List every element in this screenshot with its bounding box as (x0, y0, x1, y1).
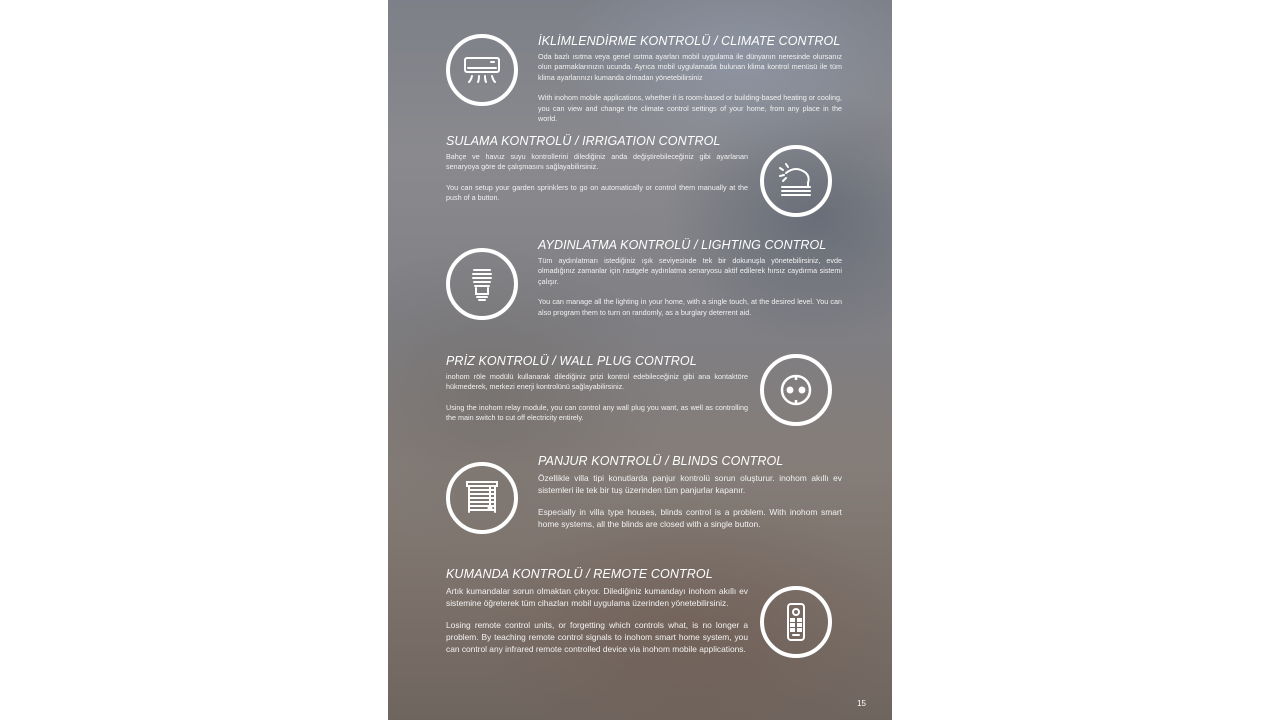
text-turkish: inohom röle modülü kullanarak dilediğiniz prizi kontrol edebileceğiniz gibi ana kontaktöre hükmederek, merkezi enerji kontrolünü sağlayabilirsiniz. (446, 372, 748, 392)
section-irrigation (446, 134, 748, 214)
text-turkish: Oda bazlı ısıtma veya genel ısıtma ayarları mobil uygulama ile dünyanın neresinde olursanız olun parmaklarınızın ucunda. Ayrıca mobil uygulamada bulunan klima kontrol menüsü ile tüm klima ayarlarınızı kumanda olmadan yönetebilirsiniz (538, 52, 842, 82)
text-english: You can manage all the lighting in your home, with a single touch, at the desired level. You can also program them to turn on randomly, as a burglary deterrent aid. (538, 297, 842, 317)
section-title: AYDINLATMA KONTROLÜ / LIGHTING CONTROL (538, 238, 827, 252)
text-turkish: Özellikle villa tipi konutlarda panjur kontrolü sorun oluşturur. inohom akıllı ev sistemleri ile tek bir tuş üzerinden tüm panjurlar kapanır. (538, 473, 842, 495)
section-title: PRİZ KONTROLÜ / WALL PLUG CONTROL (446, 354, 697, 368)
text-turkish: Bahçe ve havuz suyu kontrollerini dilediğiniz anda değiştirebileceğiniz gibi ayarlanan senaryoya göre de çalışmasını sağlayabilirsiniz. (446, 152, 748, 172)
text-turkish: Artık kumandalar sorun olmaktan çıkıyor. Dilediğiniz kumandayı inohom akıllı ev sistemine öğreterek tüm cihazları mobil uygulama üzerinden yönetebilirsiniz. (446, 586, 748, 608)
brochure-page (388, 0, 892, 720)
section-wall-plug (446, 354, 748, 434)
section-remote (446, 567, 748, 665)
section-title: PANJUR KONTROLÜ / BLINDS CONTROL (538, 454, 784, 468)
section-lighting (538, 238, 842, 328)
air-conditioner-icon (446, 34, 518, 106)
section-title: SULAMA KONTROLÜ / IRRIGATION CONTROL (446, 134, 721, 148)
text-english: Using the inohom relay module, you can control any wall plug you want, as well as controlling the main switch to cut off electricity entirely. (446, 402, 748, 423)
light-bulb-icon (446, 248, 518, 320)
text-english: Especially in villa type houses, blinds control is a problem. With inohom smart home systems, all the blinds are closed with a single button. (538, 507, 842, 529)
text-english: You can setup your garden sprinklers to go on automatically or control them manually at the push of a button. (446, 182, 748, 203)
page-number: 15 (857, 699, 866, 708)
wall-plug-icon (760, 354, 832, 426)
sprinkler-icon (760, 145, 832, 217)
section-blinds (538, 454, 842, 540)
remote-control-icon (760, 586, 832, 658)
text-english: With inohom mobile applications, whether it is room-based or building-based heating or cooling, you can view and change the climate control settings of your home, from any place in the world. (538, 93, 842, 124)
blinds-icon (446, 462, 518, 534)
text-english: Losing remote control units, or forgetting which controls what, is no longer a problem. By teaching remote control signals to inohom smart home system, you can control any infrared remote controlled device via inohom mobile applications. (446, 620, 748, 654)
text-turkish: Tüm aydınlatmarı istediğiniz ışık seviyesinde tek bir dokunuşla yönetebilirsiniz, evde olmadığınız zamanlar için rastgele aydınlatma senaryosu aktif edilerek hırsız caydırma sistemi çalışır. (538, 256, 842, 286)
section-climate (538, 34, 842, 134)
section-title: İKLİMLENDİRME KONTROLÜ / CLIMATE CONTROL (538, 34, 841, 48)
section-title: KUMANDA KONTROLÜ / REMOTE CONTROL (446, 567, 713, 581)
